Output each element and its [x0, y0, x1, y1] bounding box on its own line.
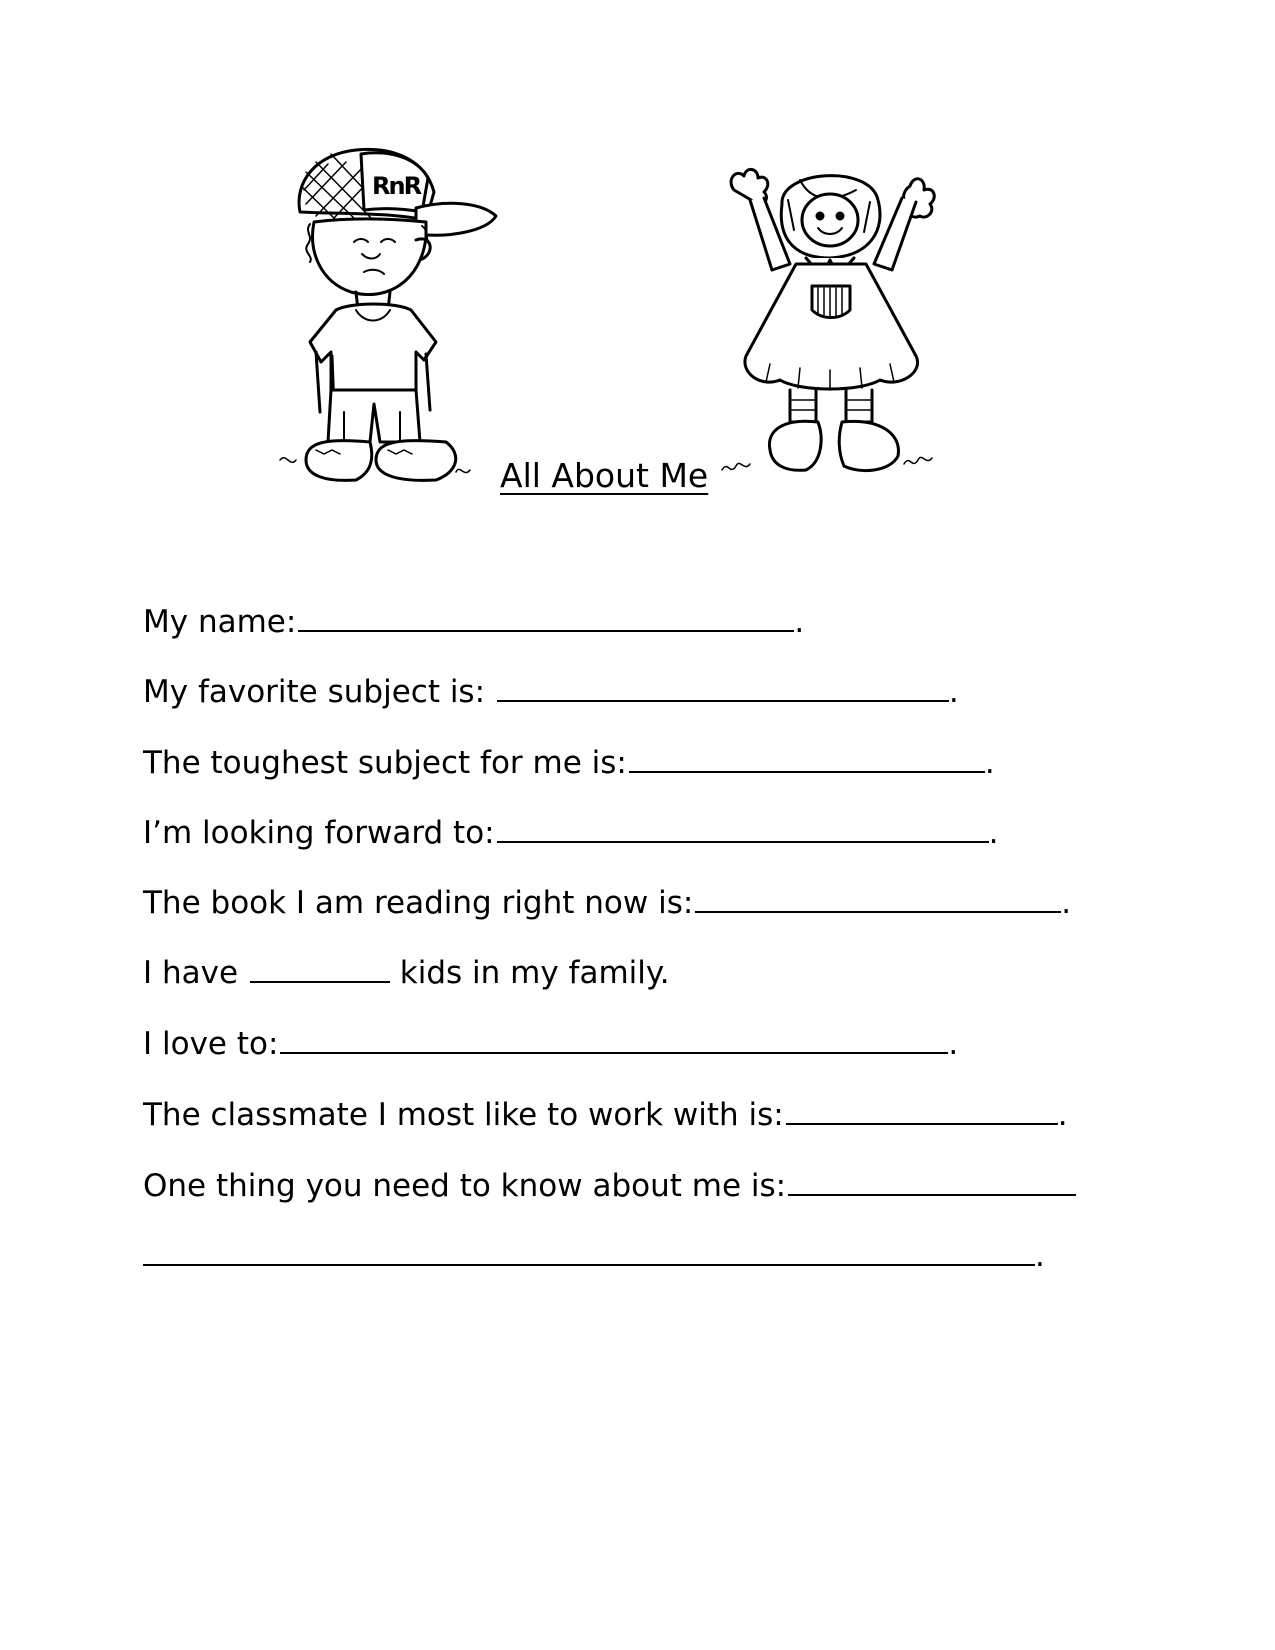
prompt-one-thing	[143, 1166, 1076, 1206]
answer-blank[interactable]	[497, 815, 989, 843]
prompt-suffix: .	[988, 815, 999, 851]
prompt-one-thing-continued	[143, 1236, 1045, 1276]
prompt-kids-in-family	[143, 953, 670, 993]
answer-blank[interactable]	[250, 955, 390, 983]
prompt-suffix: .	[1061, 885, 1072, 921]
answer-blank[interactable]	[629, 745, 985, 773]
prompt-suffix: .	[1035, 1238, 1045, 1274]
boy-clipart-icon	[276, 142, 502, 490]
answer-blank[interactable]	[298, 604, 794, 632]
girl-clipart-icon	[720, 160, 946, 488]
prompt-suffix: .	[984, 745, 995, 781]
prompt-label: My favorite subject is:	[143, 674, 495, 710]
prompt-label: The classmate I most like to work with is:	[143, 1097, 784, 1133]
answer-blank[interactable]	[497, 674, 949, 702]
prompt-label: The toughest subject for me is:	[143, 745, 627, 781]
answer-blank[interactable]	[143, 1238, 1035, 1266]
prompt-suffix: .	[1057, 1097, 1068, 1133]
answer-blank[interactable]	[695, 885, 1061, 913]
prompt-label: I love to:	[143, 1026, 279, 1062]
answer-blank[interactable]	[786, 1097, 1058, 1125]
answer-blank[interactable]	[788, 1168, 1076, 1196]
prompt-favorite-subject	[143, 672, 959, 712]
prompt-label: I have	[143, 955, 248, 991]
prompt-classmate	[143, 1095, 1068, 1135]
worksheet-title: All About Me	[500, 456, 709, 495]
prompt-suffix: kids in my family.	[389, 955, 670, 991]
prompt-suffix: .	[794, 604, 805, 640]
prompt-book-reading	[143, 883, 1071, 923]
prompt-suffix: .	[948, 1026, 959, 1062]
answer-blank[interactable]	[280, 1026, 948, 1054]
prompt-love-to	[143, 1024, 958, 1064]
prompt-toughest-subject	[143, 743, 995, 783]
prompt-label: I’m looking forward to:	[143, 815, 495, 851]
prompt-looking-forward	[143, 813, 998, 853]
prompt-suffix: .	[948, 674, 959, 710]
prompt-label: My name:	[143, 604, 297, 640]
prompt-label: The book I am reading right now is:	[143, 885, 694, 921]
prompt-label: One thing you need to know about me is:	[143, 1168, 787, 1204]
prompt-my-name	[143, 602, 804, 642]
boy-cap-text: RnR	[372, 172, 421, 200]
